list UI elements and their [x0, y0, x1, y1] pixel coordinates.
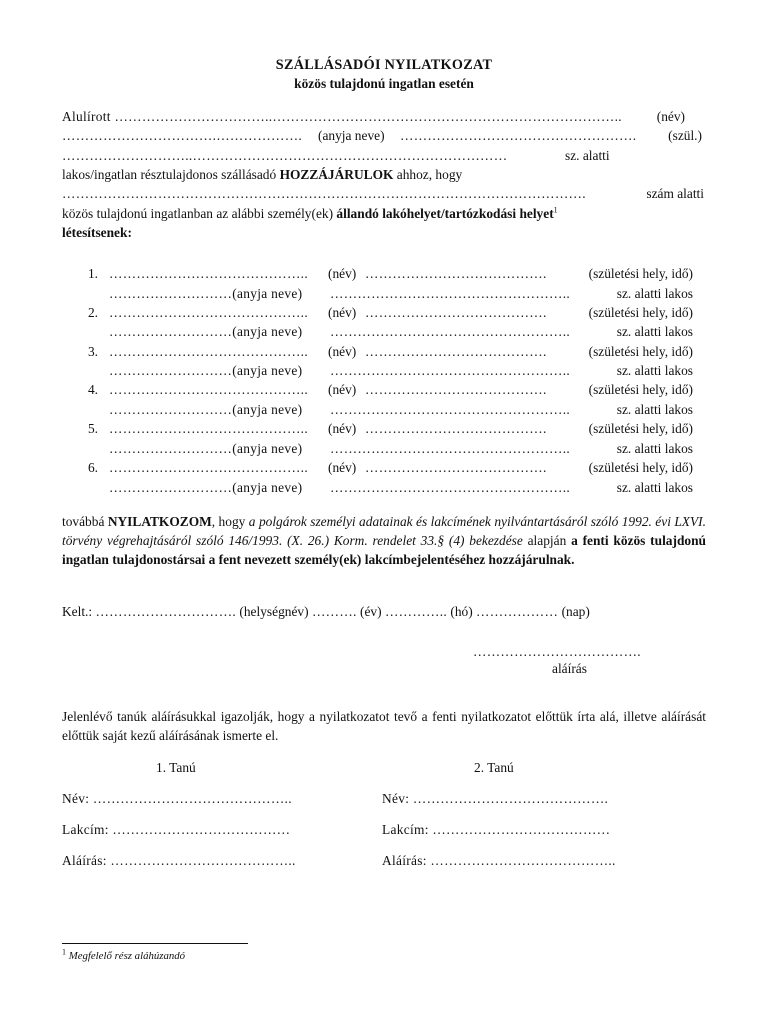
person-address-dots: …………………………………………….. — [330, 285, 571, 301]
person-birth-dots: …………………………………. — [365, 304, 547, 320]
witness-1-alairas: Aláírás: ………………………………….. — [62, 853, 296, 868]
signature-dots: ………………………………. — [473, 644, 641, 659]
witness-2-alairas: Aláírás: ………………………………….. — [382, 853, 616, 868]
person-name-dots: …………………………………….. — [109, 421, 308, 437]
intro-line-6-a: közös tulajdonú ingatlanban az alábbi személy(ek) — [62, 206, 334, 221]
person-name-dots: …………………………………….. — [109, 382, 308, 398]
person-mother-name: ………………………(anyja neve) — [109, 324, 303, 340]
intro-line-5-dots: ……………………………………………………………………………………………………. — [62, 186, 586, 201]
person-address-dots: …………………………………………….. — [330, 363, 571, 379]
person-number: 1. — [87, 266, 98, 281]
person-label-nev: (név) — [328, 460, 357, 475]
kelt-dots-3: ………….. — [384, 604, 448, 619]
person-label-lakos: sz. alatti lakos — [616, 285, 693, 301]
person-label-nev: (név) — [328, 382, 357, 398]
declaration-consent: a fenti közös tulajdonú ingatlan tulajdonostársai a fent nevezett személy(ek) lakcímbejelentéséhez hozzájárulnak. — [62, 533, 706, 567]
document-subtitle: közös tulajdonú ingatlan esetén — [294, 76, 474, 91]
witness-2-title: 2. Tanú — [474, 760, 514, 775]
witness-2-lakcim: Lakcím: ………………………………… — [382, 822, 611, 837]
allando-lakohely-text: állandó lakóhelyet/tartózkodási helyet — [336, 206, 554, 221]
kelt-ho: (hó) — [450, 604, 473, 619]
person-mother-name: ………………………(anyja neve) — [109, 363, 303, 379]
kelt-helysegnev: (helységnév) — [239, 604, 309, 619]
person-label-nev: (név) — [328, 421, 357, 437]
footnote-ref: 1 — [553, 205, 558, 215]
person-name-dots: …………………………………….. — [109, 266, 308, 281]
intro-line-4 — [62, 167, 462, 183]
person-address-dots: …………………………………………….. — [330, 440, 571, 456]
person-label-lakos: sz. alatti lakos — [616, 363, 693, 379]
person-mother-name: ………………………(anyja neve) — [109, 285, 303, 301]
person-label-lakos: sz. alatti lakos — [616, 440, 693, 456]
witness-1-title: 1. Tanú — [156, 760, 196, 775]
person-mother-name: ………………………(anyja neve) — [109, 479, 303, 495]
person-name-dots: …………………………………….. — [109, 343, 308, 359]
intro-label-szam-alatti: szám alatti — [646, 186, 704, 201]
person-mother-name: ………………………(anyja neve) — [109, 440, 303, 456]
intro-label-szul: (szül.) — [668, 128, 702, 143]
person-birth-dots: …………………………………. — [365, 460, 547, 475]
person-label-lakos: sz. alatti lakos — [616, 324, 693, 340]
intro-label-anyja-neve: (anyja neve) — [318, 128, 385, 143]
person-address-dots: …………………………………………….. — [330, 479, 571, 495]
person-label-lakos: sz. alatti lakos — [616, 401, 693, 417]
intro-label-nev: (név) — [656, 109, 685, 124]
intro-line-4-c: ahhoz, hogy — [396, 167, 463, 182]
footnote-separator — [62, 943, 248, 944]
person-number: 2. — [87, 304, 98, 320]
witness-paragraph: Jelenlévő tanúk aláírásukkal igazolják, hogy a nyilatkozatot tevő a fenti nyilatkozatot előttük írta alá, illetve aláírását előttük saját kezű aláírásának ismerte el. — [62, 709, 706, 743]
person-label-szuletesi: (születési hely, idő) — [588, 382, 693, 398]
kelt-dots-2: ………. — [311, 604, 357, 619]
person-number: 6. — [87, 460, 98, 475]
person-number: 5. — [87, 421, 98, 437]
person-label-szuletesi: (születési hely, idő) — [588, 304, 693, 320]
person-name-dots: …………………………………….. — [109, 304, 308, 320]
person-label-szuletesi: (születési hely, idő) — [588, 343, 693, 359]
hozzajarulok-text: HOZZÁJÁRULOK — [279, 167, 394, 182]
person-number: 4. — [87, 382, 98, 398]
footnote — [62, 947, 186, 963]
person-birth-dots: …………………………………. — [365, 382, 547, 398]
intro-line-4-a: lakos/ingatlan résztulajdonos szállásadó — [62, 167, 277, 182]
intro-line-7: létesítsenek: — [62, 225, 132, 240]
footnote-text: Megfelelő rész aláhúzandó — [68, 950, 186, 962]
intro-line-2-dots-b: ……………………………………………. — [400, 128, 637, 143]
nyilatkozom-text: NYILATKOZOM — [107, 514, 212, 529]
kelt-ev: (év) — [360, 604, 382, 619]
intro-line-1-dots: Alulírott ……………………………..………………………………………………………………….. — [62, 109, 622, 124]
signature-label: aláírás — [552, 661, 587, 676]
witness-1-lakcim: Lakcím: ………………………………… — [62, 822, 291, 837]
document-title: SZÁLLÁSADÓI NYILATKOZAT — [275, 57, 493, 73]
intro-label-sz-alatti: sz. alatti — [565, 148, 610, 163]
person-number: 3. — [87, 343, 98, 359]
witness-2-nev: Név: ……………………………………. — [382, 791, 609, 806]
person-label-szuletesi: (születési hely, idő) — [588, 421, 693, 437]
footnote-number: 1 — [62, 947, 66, 957]
person-address-dots: …………………………………………….. — [330, 324, 571, 340]
person-label-nev: (név) — [328, 266, 357, 281]
intro-line-3-dots: ………………………..…………………………………………………………… — [62, 148, 508, 163]
person-label-nev: (név) — [328, 343, 357, 359]
declaration-p1: továbbá — [62, 514, 105, 529]
kelt-label: Kelt.: — [62, 604, 93, 619]
kelt-dots-1: …………………………. — [95, 604, 237, 619]
person-label-szuletesi: (születési hely, idő) — [588, 460, 693, 475]
kelt-nap: (nap) — [561, 604, 590, 619]
declaration-law-reference: a polgárok személyi adatainak és lakcímének nyilvántartásáról szóló 1992. évi LXVI. törvény végrehajtásáról szóló 146/1993. (X. 26.) Korm. rendelet 33.§ (4) bekezdése — [62, 514, 706, 548]
declaration-p5: alapján — [527, 533, 567, 548]
declaration-paragraph — [62, 512, 706, 569]
intro-line-2-dots-a: …………………………….………………. — [62, 128, 303, 143]
kelt-dots-4: ……………… — [476, 604, 559, 619]
person-name-dots: …………………………………….. — [109, 460, 308, 475]
intro-line-6 — [62, 206, 558, 222]
person-label-nev: (név) — [328, 304, 357, 320]
kelt-line — [62, 604, 590, 620]
person-birth-dots: …………………………………. — [365, 421, 547, 437]
witness-1-nev: Név: …………………………………….. — [62, 791, 292, 806]
person-label-lakos: sz. alatti lakos — [616, 479, 693, 495]
person-mother-name: ………………………(anyja neve) — [109, 401, 303, 417]
person-label-szuletesi: (születési hely, idő) — [588, 266, 693, 281]
person-birth-dots: …………………………………. — [365, 266, 547, 281]
person-address-dots: …………………………………………….. — [330, 401, 571, 417]
declaration-p3: , hogy — [211, 514, 246, 529]
person-birth-dots: …………………………………. — [365, 343, 547, 359]
